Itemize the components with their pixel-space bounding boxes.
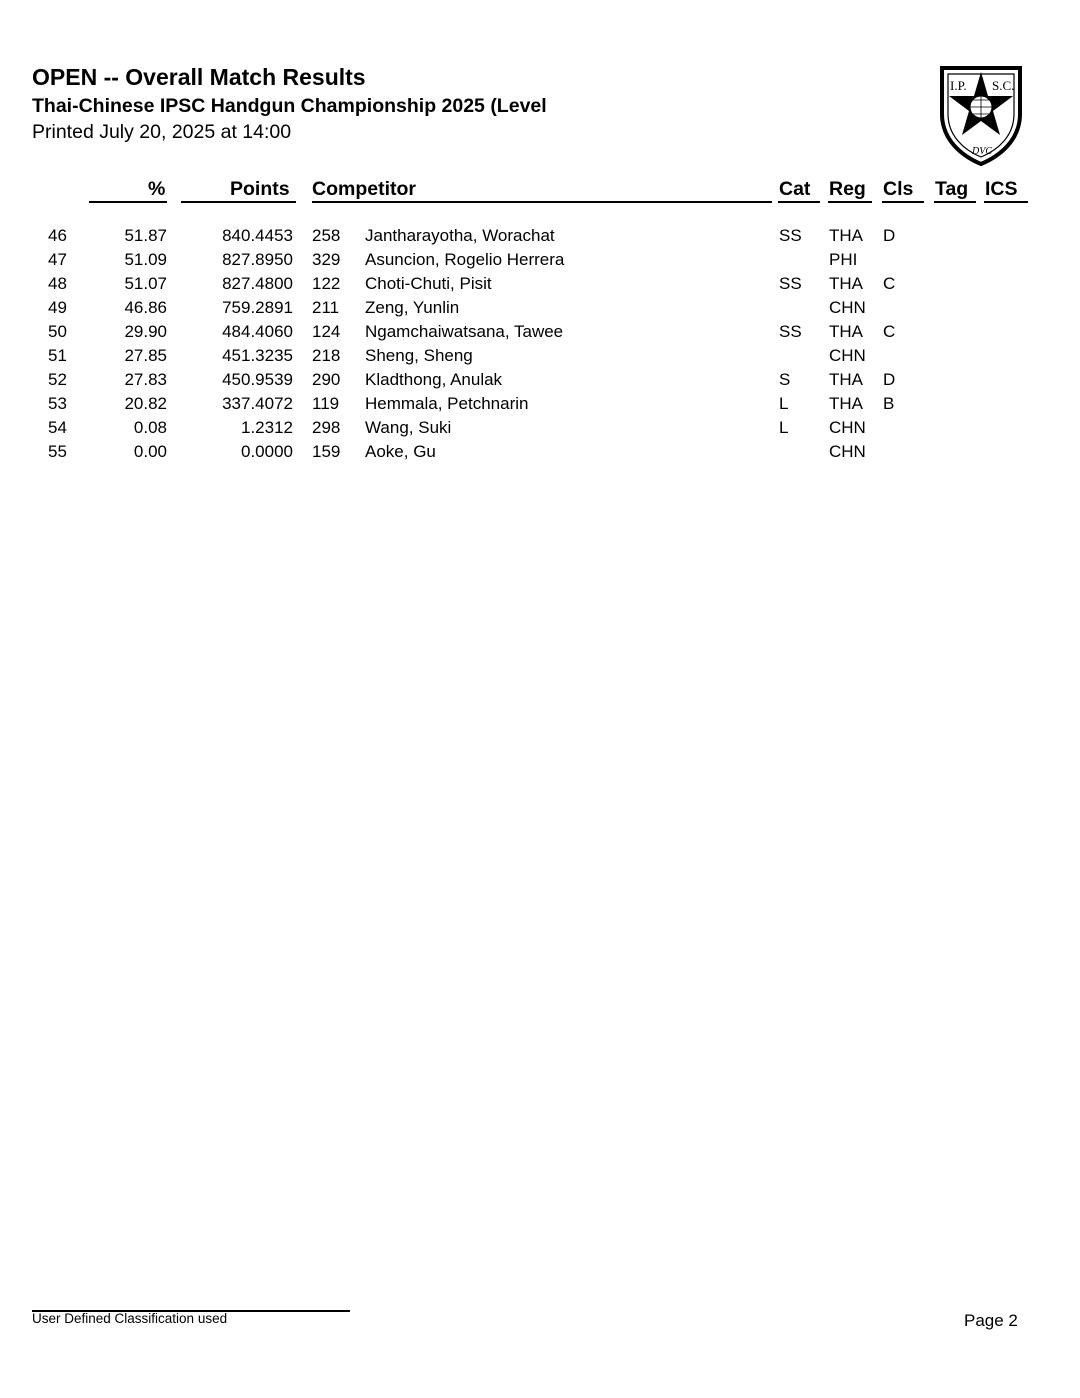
competitor-number: 298 xyxy=(312,418,341,437)
place: 49 xyxy=(48,298,67,317)
competitor-name: Zeng, Yunlin xyxy=(365,298,460,317)
percent: 51.07 xyxy=(124,274,167,293)
region: CHN xyxy=(829,442,866,461)
competitor-name: Wang, Suki xyxy=(365,418,452,437)
region: PHI xyxy=(829,250,858,269)
table-row xyxy=(0,394,1080,418)
svg-text:I.P.: I.P. xyxy=(950,78,967,93)
competitor-name: Jantharayotha, Worachat xyxy=(365,226,555,245)
place: 55 xyxy=(48,442,67,461)
region: CHN xyxy=(829,418,866,437)
ipsc-shield-logo-icon xyxy=(936,62,1026,166)
col-header-cls: Cls xyxy=(883,178,914,200)
percent: 27.85 xyxy=(124,346,167,365)
class: C xyxy=(883,322,896,341)
place: 50 xyxy=(48,322,67,341)
percent: 27.83 xyxy=(124,370,167,389)
match-name: Thai-Chinese IPSC Handgun Championship 2025 (Level xyxy=(32,95,547,117)
col-header-pct: % xyxy=(148,178,166,200)
competitor-name: Sheng, Sheng xyxy=(365,346,473,365)
competitor-name: Kladthong, Anulak xyxy=(365,370,503,389)
table-row xyxy=(0,298,1080,322)
region: CHN xyxy=(829,298,866,317)
category: L xyxy=(779,394,789,413)
col-header-ics: ICS xyxy=(985,178,1018,200)
percent: 29.90 xyxy=(124,322,167,341)
competitor-name: Hemmala, Petchnarin xyxy=(365,394,529,413)
place: 54 xyxy=(48,418,67,437)
points: 484.4060 xyxy=(222,322,293,341)
region: THA xyxy=(829,274,863,293)
competitor-number: 124 xyxy=(312,322,341,341)
points: 450.9539 xyxy=(222,370,293,389)
category: SS xyxy=(779,274,802,293)
points: 0.0000 xyxy=(241,442,293,461)
percent: 51.09 xyxy=(124,250,167,269)
competitor-number: 211 xyxy=(312,298,340,317)
competitor-number: 119 xyxy=(312,394,340,413)
col-header-points: Points xyxy=(230,178,290,200)
competitor-number: 218 xyxy=(312,346,341,365)
points: 840.4453 xyxy=(222,226,293,245)
region: THA xyxy=(829,370,863,389)
points: 451.3235 xyxy=(222,346,293,365)
class: D xyxy=(883,370,896,389)
header-underline xyxy=(984,201,1028,203)
competitor-name: Asuncion, Rogelio Herrera xyxy=(365,250,565,269)
points: 827.4800 xyxy=(222,274,293,293)
competitor-number: 159 xyxy=(312,442,341,461)
table-row xyxy=(0,322,1080,346)
table-row xyxy=(0,250,1080,274)
header-underline xyxy=(312,201,772,203)
competitor-number: 290 xyxy=(312,370,341,389)
competitor-number: 122 xyxy=(312,274,341,293)
col-header-tag: Tag xyxy=(935,178,969,200)
region: THA xyxy=(829,226,863,245)
class: B xyxy=(883,394,895,413)
col-header-competitor: Competitor xyxy=(312,178,416,200)
table-row xyxy=(0,226,1080,250)
points: 337.4072 xyxy=(222,394,293,413)
class: C xyxy=(883,274,896,293)
competitor-name: Ngamchaiwatsana, Tawee xyxy=(365,322,564,341)
category: SS xyxy=(779,322,802,341)
percent: 46.86 xyxy=(124,298,167,317)
category: S xyxy=(779,370,791,389)
header-underline xyxy=(882,201,924,203)
header-underline xyxy=(934,201,976,203)
place: 48 xyxy=(48,274,67,293)
footer-note: User Defined Classification used xyxy=(32,1311,228,1326)
class: D xyxy=(883,226,896,245)
place: 53 xyxy=(48,394,67,413)
percent: 0.00 xyxy=(133,442,167,461)
table-row xyxy=(0,274,1080,298)
place: 46 xyxy=(48,226,67,245)
region: CHN xyxy=(829,346,866,365)
region: THA xyxy=(829,394,863,413)
table-row xyxy=(0,418,1080,442)
col-header-reg: Reg xyxy=(829,178,866,200)
svg-text:S.C.: S.C. xyxy=(992,78,1015,93)
header-underline xyxy=(181,201,296,203)
col-header-cat: Cat xyxy=(779,178,811,200)
competitor-number: 329 xyxy=(312,250,341,269)
page-title: OPEN -- Overall Match Results xyxy=(32,64,366,90)
competitor-name: Aoke, Gu xyxy=(365,442,436,461)
place: 47 xyxy=(48,250,67,269)
percent: 0.08 xyxy=(133,418,167,437)
table-row xyxy=(0,346,1080,370)
points: 1.2312 xyxy=(241,418,293,437)
svg-text:DVC: DVC xyxy=(972,146,992,157)
category: L xyxy=(779,418,789,437)
printed-date: Printed July 20, 2025 at 14:00 xyxy=(32,121,292,143)
header-underline xyxy=(778,201,820,203)
header-underline xyxy=(828,201,872,203)
points: 759.2891 xyxy=(222,298,293,317)
percent: 20.82 xyxy=(124,394,167,413)
competitor-number: 258 xyxy=(312,226,341,245)
table-row xyxy=(0,442,1080,466)
points: 827.8950 xyxy=(222,250,293,269)
header-underline xyxy=(89,201,167,203)
place: 52 xyxy=(48,370,67,389)
table-row xyxy=(0,370,1080,394)
percent: 51.87 xyxy=(124,226,167,245)
page-number: Page 2 xyxy=(964,1311,1018,1330)
category: SS xyxy=(779,226,802,245)
competitor-name: Choti-Chuti, Pisit xyxy=(365,274,492,293)
region: THA xyxy=(829,322,863,341)
place: 51 xyxy=(48,346,67,365)
